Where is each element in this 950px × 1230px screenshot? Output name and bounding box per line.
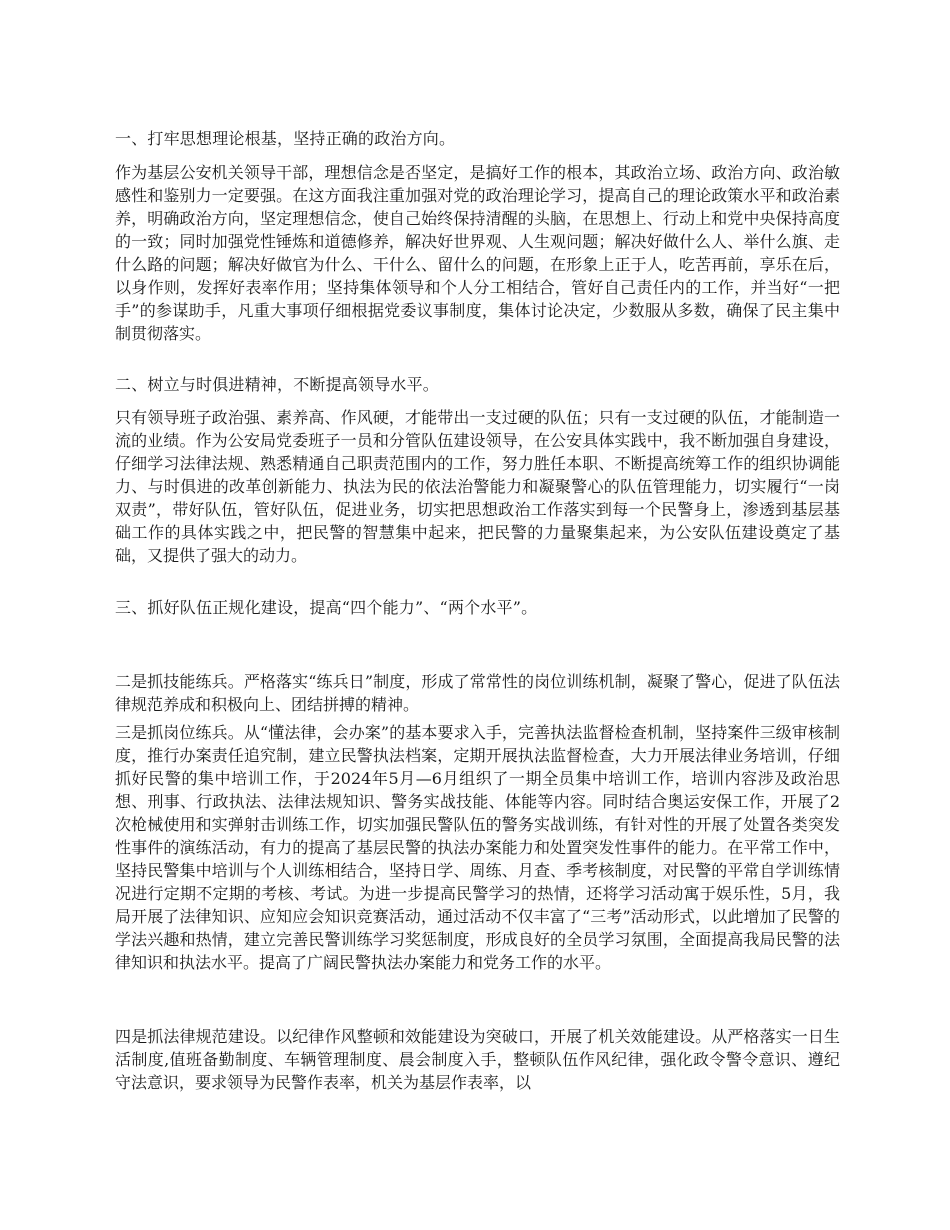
section-paragraph-skill-training: 二是抓技能练兵。严格落实“练兵日”制度，形成了常常性的岗位训练机制，凝聚了警心，促进了队伍法律规范养成和积极向上、团结拼搏的精神。 [115,672,840,714]
section-paragraph-legal-norms: 四是抓法律规范建设。以纪律作风整顿和效能建设为突破口，开展了机关效能建设。从严格落实一日生活制度,值班备勤制度、车辆管理制度、晨会制度入手，整顿队伍作风纪律，强化政令警令意识、遵纪守法意识，要求领导为民警作表率，机关为基层作表率，以 [115,1027,840,1092]
section-heading-3: 三、抓好队伍正规化建设，提高“四个能力”、“两个水平”。 [115,598,538,617]
section-heading-1: 一、打牢思想理论根基，坚持正确的政治方向。 [115,129,456,148]
section-paragraph-post-training: 三是抓岗位练兵。从“懂法律，会办案”的基本要求入手，完善执法监督检查机制，坚持案件三级审核制度，推行办案责任追究制，建立民警执法档案，定期开展执法监督检查，大力开展法律业务培训，仔细抓好民警的集中培训工作，于2024年5月—6月组织了一期全员集中培训工作，培训内容涉及政治思想、刑事、行政执法、法律法规知识、警务实战技能、体能等内容。同时结合奥运安保工作，开展了2次枪械使用和实弹射击训练工作，切实加强民警队伍的警务实战训练，有针对性的开展了处置各类突发性事件的演练活动，有力的提高了基层民警的执法办案能力和处置突发性事件的能力。在平常工作中，坚持民警集中培训与个人训练相结合，坚持日学、周练、月查、季考核制度，对民警的平常自学训练情况进行定期不定期的考核、考试。为进一步提高民警学习的热情，还将学习活动寓于娱乐性，5月，我局开展了法律知识、应知应会知识竞赛活动，通过活动不仅丰富了“三考”活动形式，以此增加了民警的学法兴趣和热情，建立完善民警训练学习奖惩制度，形成良好的全员学习氛围，全面提高我局民警的法律知识和执法水平。提高了广阔民警执法办案能力和党务工作的水平。 [115,723,840,972]
section-paragraph-2: 只有领导班子政治强、素养高、作风硬，才能带出一支过硬的队伍；只有一支过硬的队伍，才能制造一流的业绩。作为公安局党委班子一员和分管队伍建设领导，在公安具体实践中，我不断加强自身建设，仔细学习法律法规、熟悉精通自己职责范围内的工作，努力胜任本职、不断提高统筹工作的组织协调能力、与时俱进的改革创新能力、执法为民的依法治警能力和凝聚警心的队伍管理能力，切实履行“一岗双责”，带好队伍，管好队伍，促进业务，切实把思想政治工作落实到每一个民警身上，渗透到基层基础工作的具体实践之中，把民警的智慧集中起来，把民警的力量聚集起来，为公安队伍建设奠定了基础，又提供了强大的动力。 [115,408,840,565]
section-paragraph-1: 作为基层公安机关领导干部，理想信念是否坚定，是搞好工作的根本，其政治立场、政治方向、政治敏感性和鉴别力一定要强。在这方面我注重加强对党的政治理论学习，提高自己的理论政策水平和政治素养，明确政治方向，坚定理想信念，使自己始终保持清醒的头脑，在思想上、行动上和党中央保持高度的一致；同时加强党性锤炼和道德修养，解决好世界观、人生观问题；解决好做什么人、举什么旗、走什么路的问题；解决好做官为什么、干什么、留什么的问题，在形象上正于人，吃苦再前，享乐在后，以身作则，发挥好表率作用；坚持集体领导和个人分工相结合，管好自己责任内的工作，并当好“一把手”的参谋助手，凡重大事项仔细根据党委议事制度，集体讨论决定，少数服从多数，确保了民主集中制贯彻落实。 [115,163,840,343]
section-heading-2: 二、树立与时俱进精神，不断提高领导水平。 [115,375,440,394]
